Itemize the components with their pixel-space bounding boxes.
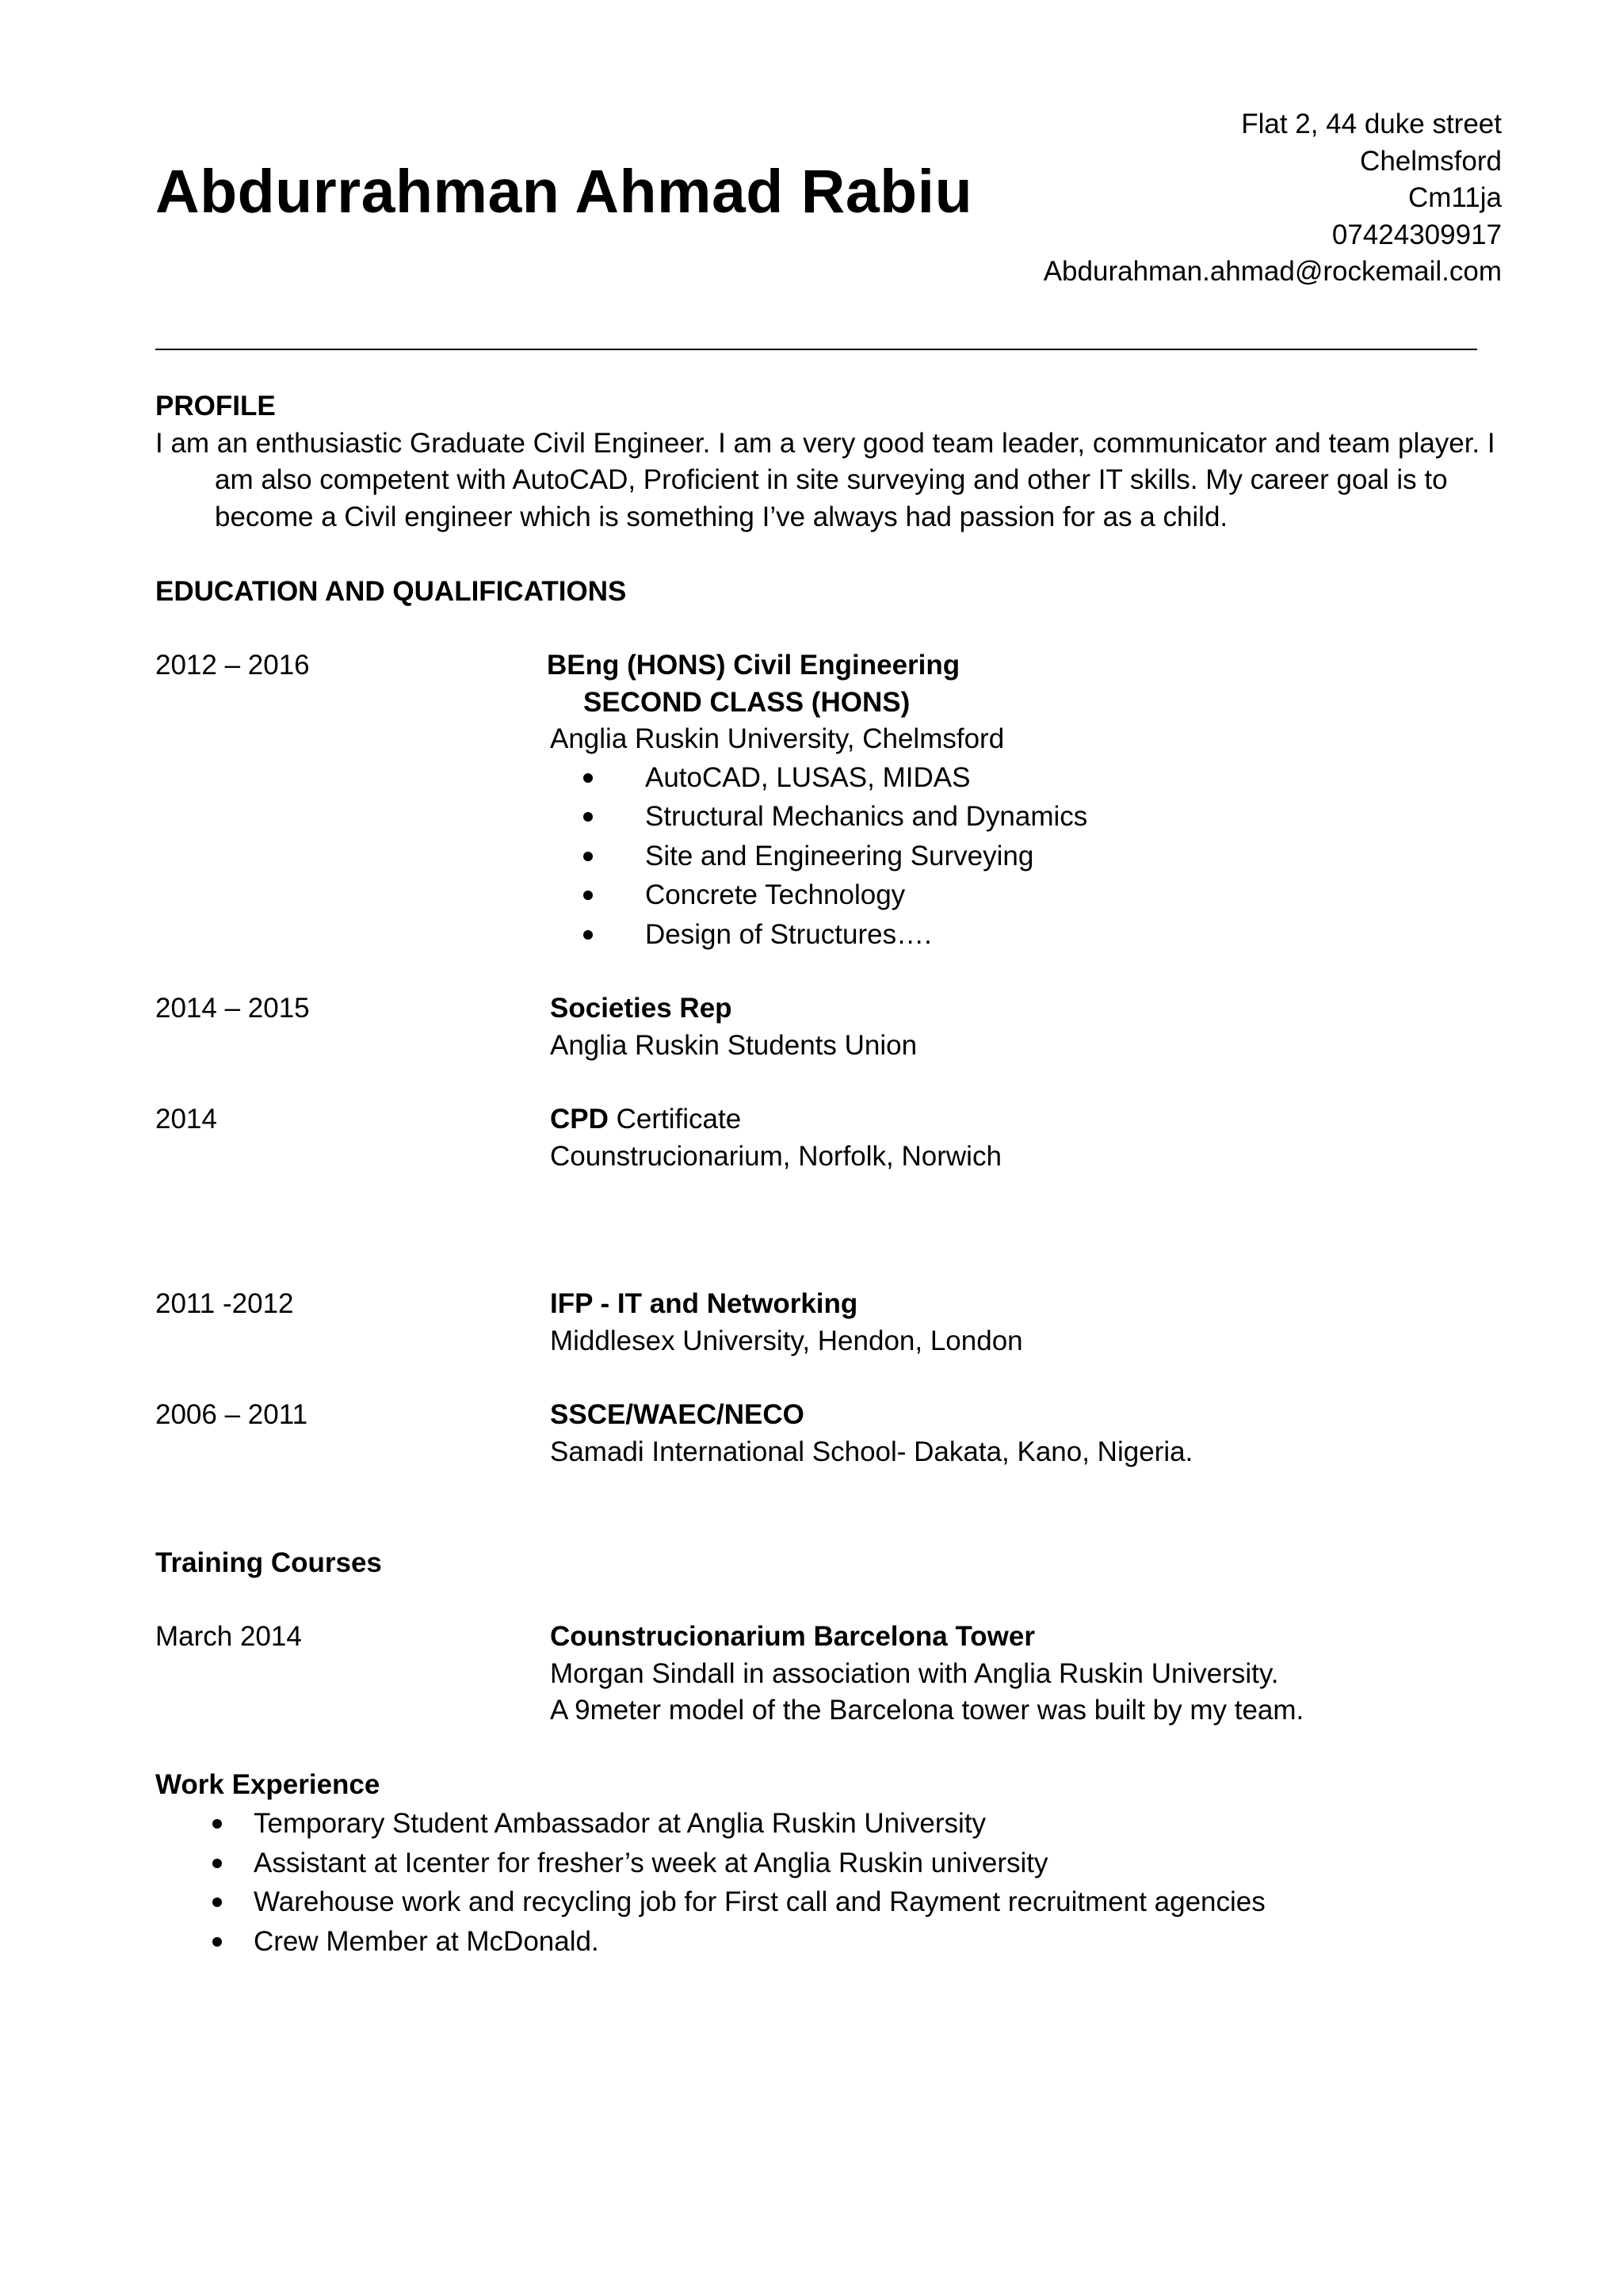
list-item: Assistant at Icenter for fresher’s week at Anglia Ruskin university <box>155 1844 1266 1883</box>
entry-date: 2014 <box>155 1104 217 1135</box>
entry-institution: Anglia Ruskin Students Union <box>550 1029 918 1061</box>
entry-institution: Counstrucionarium, Norfolk, Norwich <box>550 1140 1002 1172</box>
profile-heading: PROFILE <box>155 391 276 421</box>
address-city: Chelmsford <box>1360 145 1502 177</box>
work-heading: Work Experience <box>155 1769 380 1800</box>
work-list <box>155 1804 1266 1961</box>
entry-date: 2011 -2012 <box>155 1288 294 1319</box>
header-divider <box>155 349 1477 350</box>
address-postcode: Cm11ja <box>1407 182 1502 213</box>
entry-title <box>550 1101 1002 1138</box>
list-item: Site and Engineering Surveying <box>547 837 1087 876</box>
entry-title: Counstrucionarium Barcelona Tower <box>550 1621 1035 1652</box>
profile-text: I am an enthusiastic Graduate Civil Engineer. I am a very good team leader, communicator and team player. I am also competent with AutoCAD, Proficient in site surveying and other IT skills. My career goal is to become a Civil engineer which is something I’ve always had passion for as a child. <box>155 427 1495 532</box>
entry-content <box>550 1619 1304 1730</box>
entry-content <box>550 1286 1023 1360</box>
education-heading: EDUCATION AND QUALIFICATIONS <box>155 576 627 607</box>
entry-title: BEng (HONS) Civil Engineering <box>547 650 960 681</box>
entry-content <box>550 1101 1002 1175</box>
entry-date: 2014 – 2015 <box>155 993 310 1024</box>
entry-detail: A 9meter model of the Barcelona tower was built by my team. <box>550 1695 1304 1726</box>
address-street: Flat 2, 44 duke street <box>1241 109 1502 139</box>
entry-subtitle: SECOND CLASS (HONS) <box>583 686 911 718</box>
entry-date: 2006 – 2011 <box>155 1399 308 1430</box>
entry-title-bold: CPD <box>550 1104 609 1135</box>
entry-content <box>550 990 917 1064</box>
entry-date: March 2014 <box>155 1621 302 1652</box>
list-item: Design of Structures…. <box>547 915 1087 955</box>
entry-date: 2012 – 2016 <box>155 650 310 681</box>
list-item: Warehouse work and recycling job for First call and Rayment recruitment agencies <box>155 1882 1266 1922</box>
list-item: Structural Mechanics and Dynamics <box>547 797 1087 837</box>
entry-institution: Anglia Ruskin University, Chelmsford <box>550 723 1005 754</box>
entry-content <box>550 1397 1193 1470</box>
entry-institution: Middlesex University, Hendon, London <box>550 1325 1023 1356</box>
module-list <box>547 758 1087 955</box>
list-item: Crew Member at McDonald. <box>155 1922 1266 1962</box>
training-heading: Training Courses <box>155 1547 382 1578</box>
list-item: AutoCAD, LUSAS, MIDAS <box>547 758 1087 798</box>
entry-content <box>547 647 1087 954</box>
candidate-name: Abdurrahman Ahmad Rabiu <box>155 158 973 226</box>
list-item: Temporary Student Ambassador at Anglia Ruskin University <box>155 1804 1266 1844</box>
entry-title: Societies Rep <box>550 993 732 1024</box>
contact-address <box>1044 106 1502 291</box>
entry-title: IFP - IT and Networking <box>550 1288 858 1319</box>
entry-title-rest: Certificate <box>608 1104 742 1135</box>
list-item: Concrete Technology <box>547 875 1087 915</box>
entry-institution: Samadi International School- Dakata, Kano, Nigeria. <box>550 1436 1193 1467</box>
entry-title: SSCE/WAEC/NECO <box>550 1399 804 1430</box>
profile-section <box>155 388 1503 536</box>
entry-detail: Morgan Sindall in association with Anglia Ruskin University. <box>550 1657 1279 1689</box>
contact-phone: 07424309917 <box>1331 219 1502 250</box>
contact-email: Abdurahman.ahmad@rockemail.com <box>1043 256 1502 287</box>
